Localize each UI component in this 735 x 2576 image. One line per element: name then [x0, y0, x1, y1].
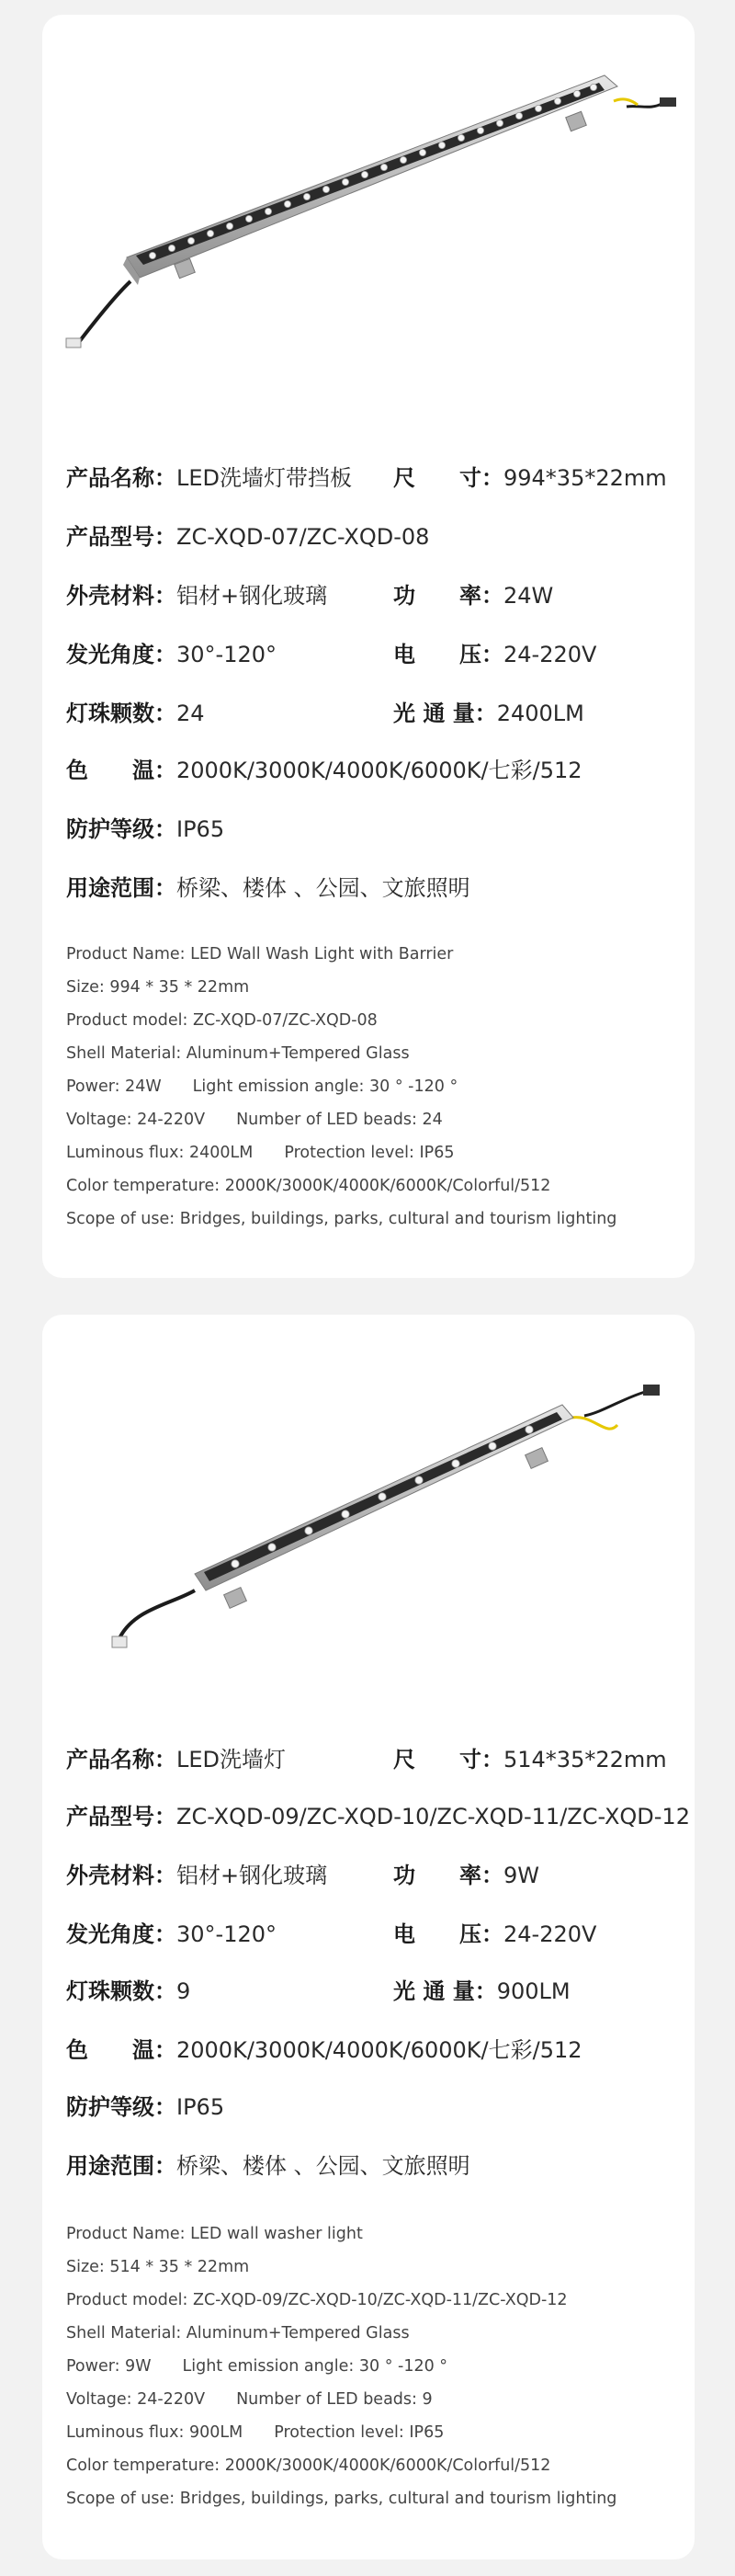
flux-label: 光 通 量：: [393, 701, 497, 726]
product-name-label: 产品名称：: [66, 465, 176, 491]
en-protection: Protection level: IP65: [284, 1144, 455, 1162]
en-angle: Light emission angle: 30 ° -120 °: [182, 2357, 448, 2376]
en-power-angle: [66, 2350, 682, 2383]
beads-value: 9: [176, 1978, 191, 2004]
angle-value: 30°-120°: [176, 642, 277, 667]
scope-value: 桥梁、楼体 、公园、文旅照明: [176, 2153, 470, 2179]
model-value: ZC-XQD-09/ZC-XQD-10/ZC-XQD-11/ZC-XQD-12: [176, 1804, 690, 1829]
protection-label: 防护等级：: [66, 2094, 176, 2120]
spec-row-color-temp: [66, 2032, 682, 2069]
product-name-value: LED洗墙灯: [176, 1747, 287, 1772]
color-temp-label: 色 温：: [66, 2037, 176, 2063]
en-size: Size: 514 * 35 * 22mm: [66, 2258, 250, 2276]
en-model: Product model: ZC-XQD-09/ZC-XQD-10/ZC-XQD-11/ZC-XQD-12: [66, 2291, 568, 2309]
shell-value: 铝材+钢化玻璃: [176, 583, 328, 609]
protection-label: 防护等级：: [66, 816, 176, 842]
product-card-1: [42, 15, 695, 1278]
scope-label: 用途范围：: [66, 2153, 176, 2179]
en-voltage: Voltage: 24-220V: [66, 1111, 206, 1129]
en-power: Power: 24W: [66, 1077, 162, 1096]
spec-row-color-temp: [66, 752, 682, 789]
en-voltage-beads: [66, 1103, 682, 1136]
spec-row-shell-power: [66, 1857, 682, 1894]
model-label: 产品型号：: [66, 524, 176, 550]
en-color-temp: Color temperature: 2000K/3000K/4000K/6000K/Colorful/512: [66, 1177, 551, 1195]
en-angle: Light emission angle: 30 ° -120 °: [192, 1077, 458, 1096]
en-product-name: Product Name: LED wall washer light: [66, 2225, 363, 2243]
en-power: Power: 9W: [66, 2357, 152, 2376]
flux-value: 900LM: [496, 1978, 571, 2004]
color-temp-label: 色 温：: [66, 758, 176, 783]
product-name-value: LED洗墙灯带挡板: [176, 465, 353, 491]
voltage-label: 电 压：: [393, 1921, 503, 1947]
en-beads: Number of LED beads: 9: [236, 2390, 433, 2409]
en-model: Product model: ZC-XQD-07/ZC-XQD-08: [66, 1011, 378, 1030]
en-flux-protection: [66, 2416, 682, 2449]
en-size: Size: 994 * 35 * 22mm: [66, 978, 250, 997]
color-temp-value: 2000K/3000K/4000K/6000K/七彩/512: [176, 758, 582, 783]
angle-value: 30°-120°: [176, 1921, 277, 1947]
en-product-name: Product Name: LED Wall Wash Light with Barrier: [66, 945, 454, 963]
flux-label: 光 通 量：: [393, 1978, 497, 2004]
angle-label: 发光角度：: [66, 642, 176, 667]
en-voltage: Voltage: 24-220V: [66, 2390, 206, 2409]
en-shell: Shell Material: Aluminum+Tempered Glass: [66, 2324, 410, 2342]
en-flux: Luminous flux: 900LM: [66, 2423, 243, 2442]
flux-value: 2400LM: [496, 701, 584, 726]
model-label: 产品型号：: [66, 1804, 176, 1829]
shell-value: 铝材+钢化玻璃: [176, 1863, 328, 1888]
wall-washer-light-image: [42, 15, 695, 428]
spec-row-angle-voltage: [66, 1916, 682, 1953]
english-spec-block: [66, 2217, 682, 2515]
en-scope: Scope of use: Bridges, buildings, parks, cultural and tourism lighting: [66, 2490, 617, 2508]
scope-label: 用途范围：: [66, 875, 176, 901]
beads-value: 24: [176, 701, 205, 726]
spec-row-protection: [66, 2089, 682, 2126]
product-card-2: [42, 1315, 695, 2559]
angle-label: 发光角度：: [66, 1921, 176, 1947]
spec-row-beads-flux: [66, 695, 682, 732]
en-flux-protection: [66, 1136, 682, 1169]
spec-row-model: [66, 1798, 690, 1835]
en-flux: Luminous flux: 2400LM: [66, 1144, 254, 1162]
power-value: 24W: [503, 583, 554, 609]
spec-row-shell-power: [66, 577, 682, 614]
spec-row-scope: [66, 2148, 682, 2184]
spec-row-protection: [66, 811, 682, 848]
voltage-value: 24-220V: [503, 1921, 597, 1947]
spec-row-scope: [66, 870, 682, 906]
beads-label: 灯珠颗数：: [66, 1978, 176, 2004]
voltage-value: 24-220V: [503, 642, 597, 667]
spec-row-angle-voltage: [66, 636, 682, 673]
en-scope: Scope of use: Bridges, buildings, parks, cultural and tourism lighting: [66, 1210, 617, 1228]
spec-row-model: [66, 519, 682, 555]
en-voltage-beads: [66, 2383, 682, 2416]
size-label: 尺 寸：: [393, 1747, 503, 1772]
spec-row-name-size: [66, 1741, 682, 1778]
beads-label: 灯珠颗数：: [66, 701, 176, 726]
power-label: 功 率：: [393, 583, 503, 609]
spec-row-name-size: [66, 460, 682, 496]
product-name-label: 产品名称：: [66, 1747, 176, 1772]
scope-value: 桥梁、楼体 、公园、文旅照明: [176, 875, 470, 901]
power-value: 9W: [503, 1863, 539, 1888]
shell-label: 外壳材料：: [66, 1863, 176, 1888]
english-spec-block: [66, 938, 682, 1236]
size-value: 514*35*22mm: [503, 1747, 667, 1772]
spec-row-beads-flux: [66, 1973, 682, 2010]
en-beads: Number of LED beads: 24: [236, 1111, 443, 1129]
size-label: 尺 寸：: [393, 465, 503, 491]
power-label: 功 率：: [393, 1863, 503, 1888]
color-temp-value: 2000K/3000K/4000K/6000K/七彩/512: [176, 2037, 582, 2063]
model-value: ZC-XQD-07/ZC-XQD-08: [176, 524, 430, 550]
en-shell: Shell Material: Aluminum+Tempered Glass: [66, 1044, 410, 1063]
en-protection: Protection level: IP65: [274, 2423, 445, 2442]
wall-washer-light-image: [42, 1315, 695, 1728]
protection-value: IP65: [176, 816, 225, 842]
en-color-temp: Color temperature: 2000K/3000K/4000K/6000K/Colorful/512: [66, 2456, 551, 2475]
protection-value: IP65: [176, 2094, 225, 2120]
size-value: 994*35*22mm: [503, 465, 667, 491]
en-power-angle: [66, 1070, 682, 1103]
voltage-label: 电 压：: [393, 642, 503, 667]
shell-label: 外壳材料：: [66, 583, 176, 609]
